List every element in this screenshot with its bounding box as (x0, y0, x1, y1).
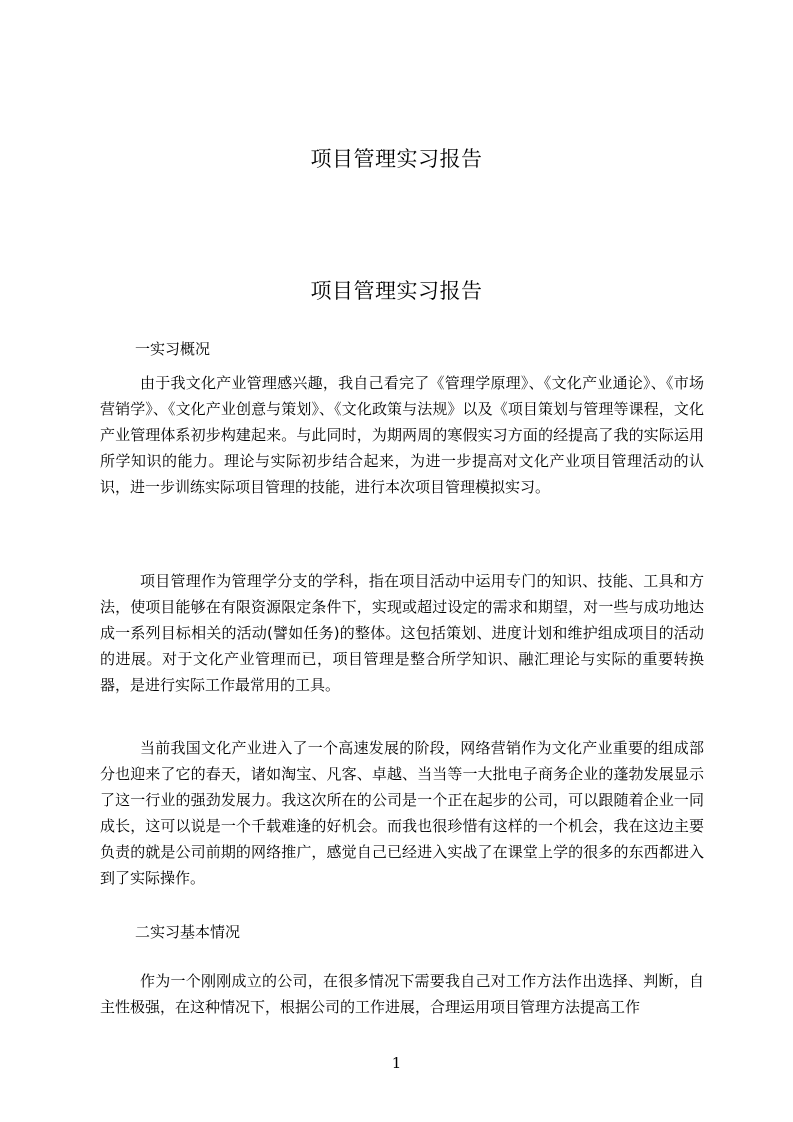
paragraph: 作为一个刚刚成立的公司，在很多情况下需要我自己对工作方法作出选择、判断，自主性极强，在这种情况下，根据公司的工作进展，合理运用项目管理方法提高工作 (100, 972, 704, 1016)
section-heading: 一实习概况 (135, 340, 211, 358)
main-title: 项目管理实习报告 (310, 279, 483, 303)
page-number: 1 (391, 1054, 402, 1072)
paragraph: 由于我文化产业管理感兴趣，我自己看完了《管理学原理》、《文化产业通论》、《市场营销学》、《文化产业创意与策划》、《文化政策与法规》以及《项目策划与管理等课程，文化产业管理体系初步构建起来。与此同时，为期两周的寒假实习方面的经提高了我的实际运用所学知识的能力。理论与实际初步结合起来，为进一步提高对文化产业项目管理活动的认识，进一步训练实际项目管理的技能，进行本次项目管理模拟实习。 (100, 374, 704, 496)
section-heading: 二实习基本情况 (135, 923, 241, 941)
cover-title: 项目管理实习报告 (310, 147, 483, 171)
paragraph: 项目管理作为管理学分支的学科，指在项目活动中运用专门的知识、技能、工具和方法，使项目能够在有限资源限定条件下，实现或超过设定的需求和期望，对一些与成功地达成一系列目标相关的活动(譬如任务)的整体。这包括策划、进度计划和维护组成项目的活动的进展。对于文化产业管理而已，项目管理是整合所学知识、融汇理论与实际的重要转换器，是进行实际工作最常用的工具。 (100, 572, 704, 694)
paragraph: 当前我国文化产业进入了一个高速发展的阶段，网络营销作为文化产业重要的组成部分也迎来了它的春天，诸如淘宝、凡客、卓越、当当等一大批电子商务企业的蓬勃发展显示了这一行业的强劲发展力。我这次所在的公司是一个正在起步的公司，可以跟随着企业一同成长，这可以说是一个千载难逢的好机会。而我也很珍惜有这样的一个机会，我在这边主要负责的就是公司前期的网络推广，感觉自己已经进入实战了在课堂上学的很多的东西都进入到了实际操作。 (100, 739, 704, 887)
